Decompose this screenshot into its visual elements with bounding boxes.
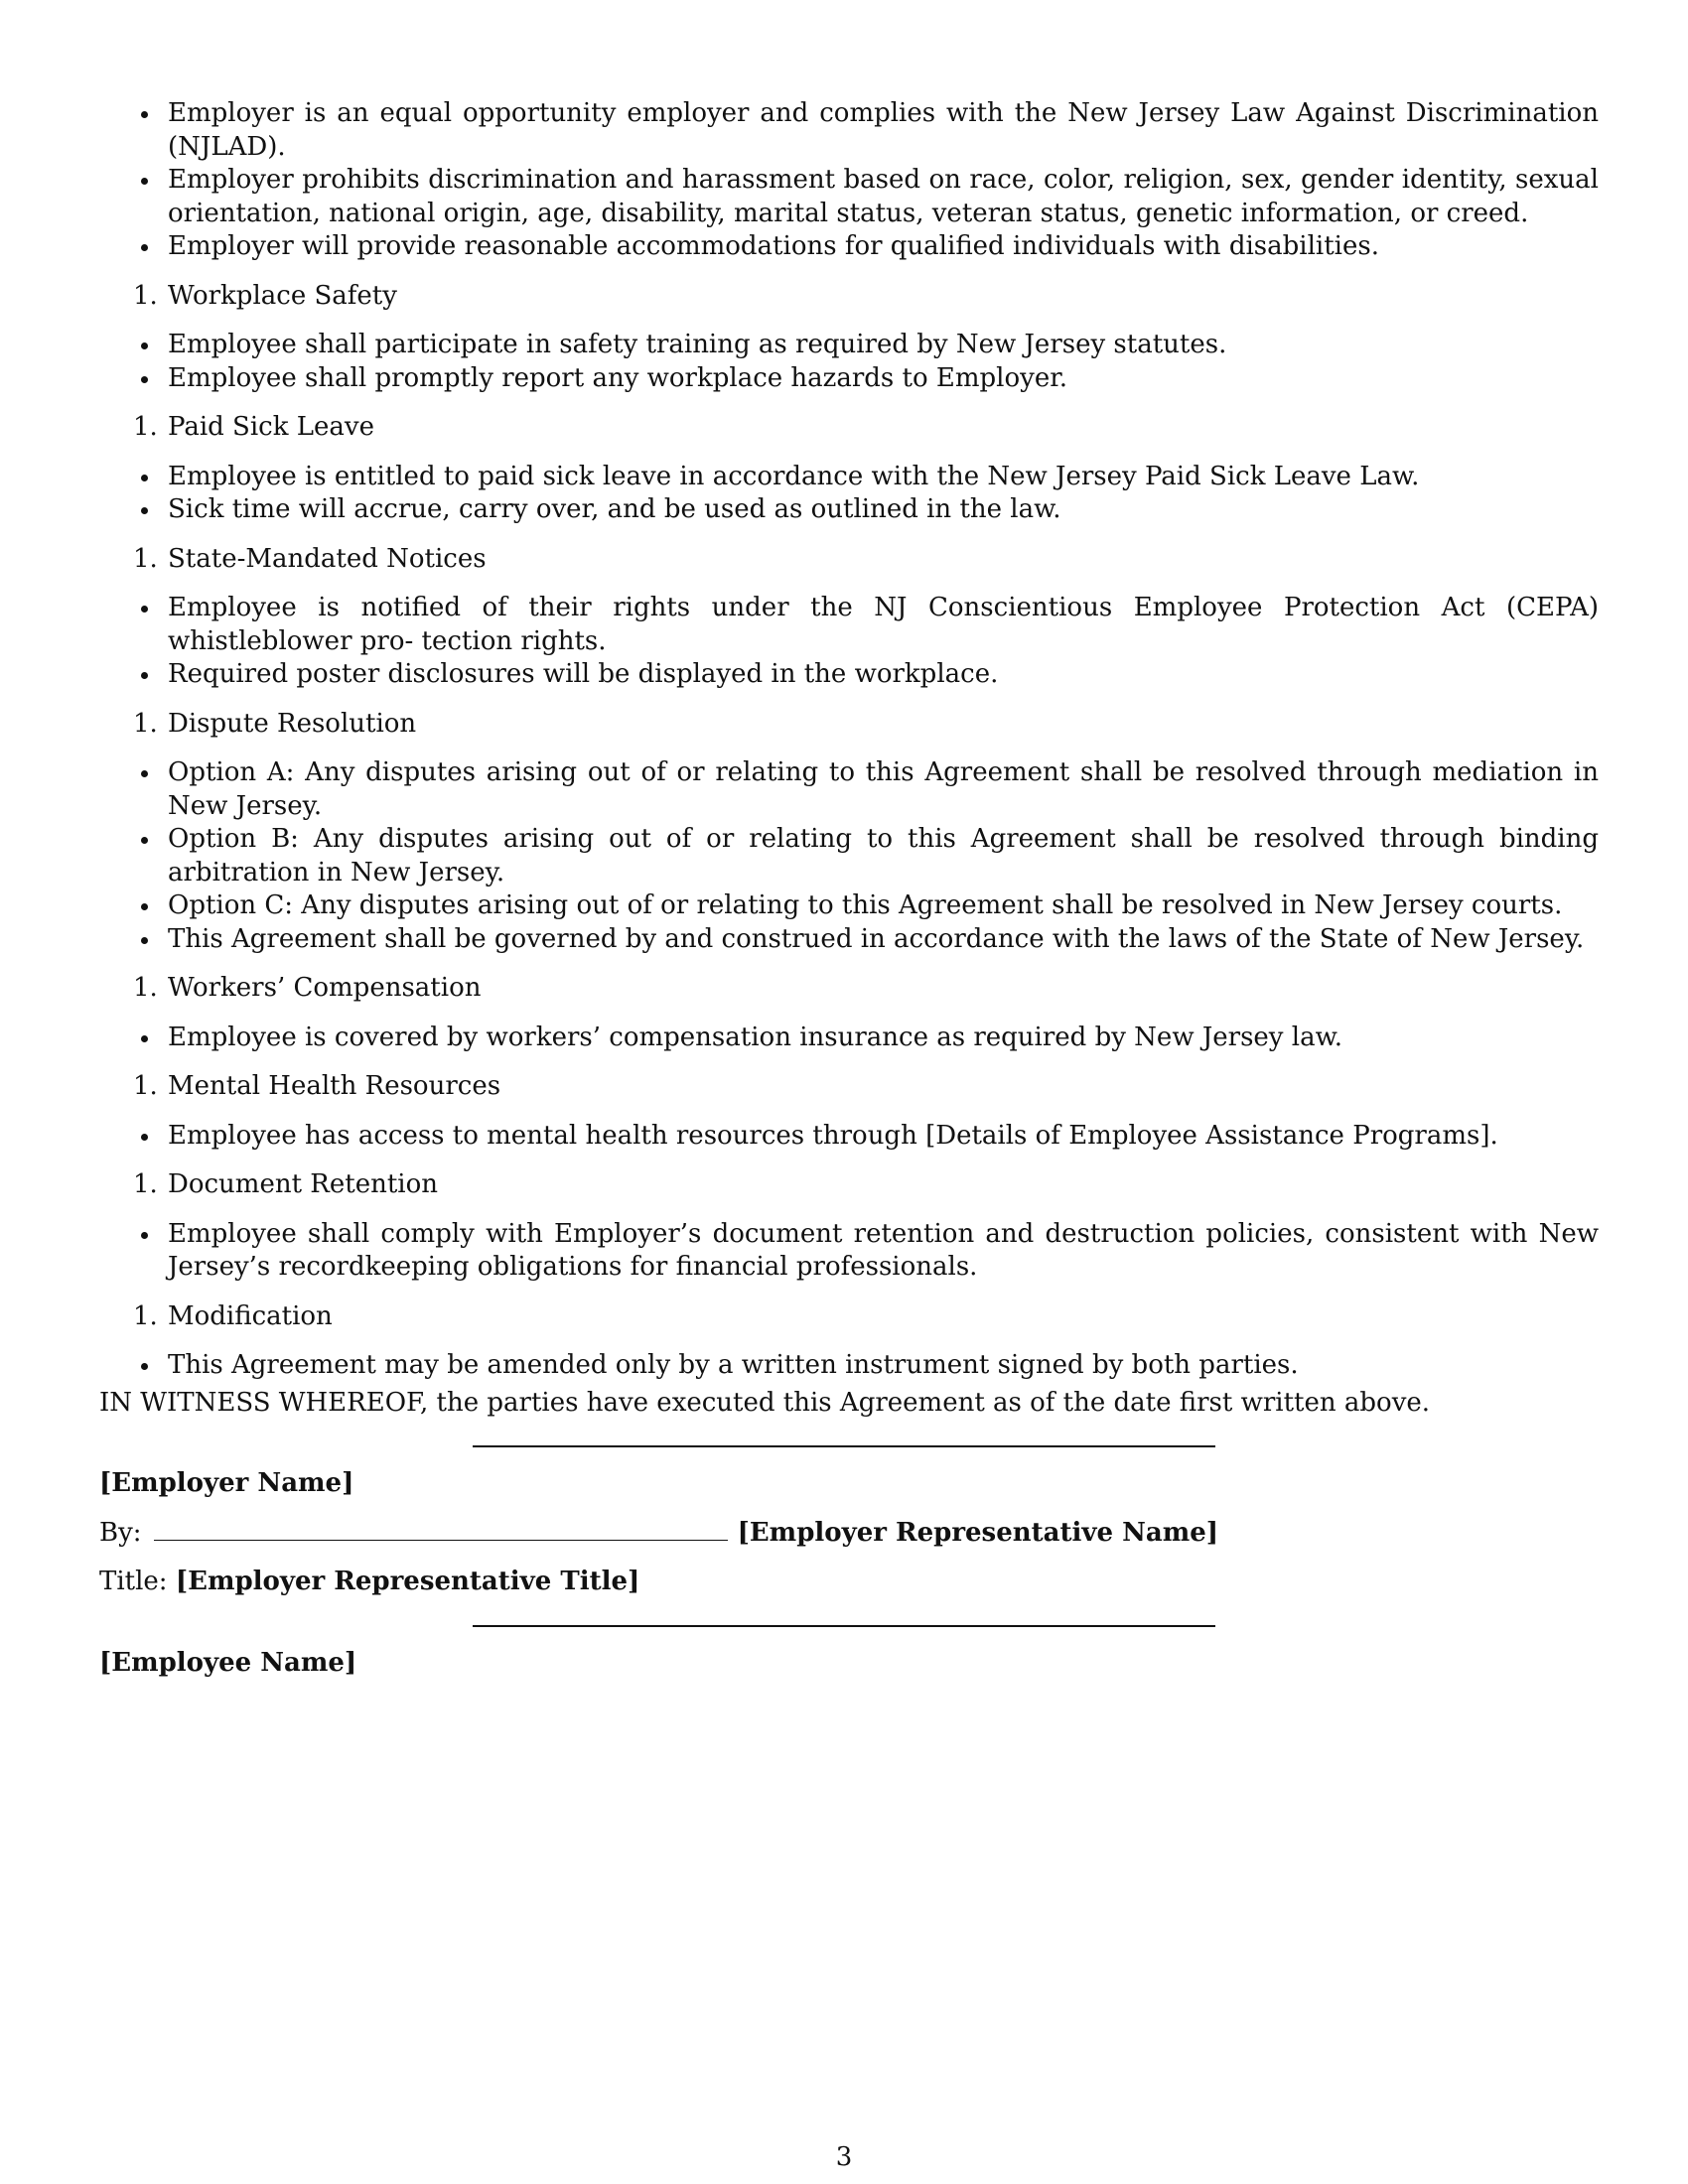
section-bullet-list — [99, 756, 1599, 956]
document-page — [99, 97, 1599, 1680]
bullet-item: Employee shall participate in safety training as required by New Jersey statutes. — [99, 329, 1599, 362]
section-number: 1. — [133, 973, 158, 1003]
section-bullet-list — [99, 1022, 1599, 1055]
section-heading-workers-compensation — [99, 972, 1599, 1006]
section-number: 1. — [133, 1169, 158, 1199]
employee-name: [Employee Name] — [99, 1647, 357, 1678]
section-number: 1. — [133, 1300, 158, 1331]
bullet-item: Employer will provide reasonable accommodations for qualified individuals with disabilities. — [99, 230, 1599, 264]
bullet-item: Required poster disclosures will be displayed in the workplace. — [99, 658, 1599, 692]
section-bullet-list — [99, 329, 1599, 395]
section-number: 1. — [133, 543, 158, 574]
witness-statement: IN WITNESS WHEREOF, the parties have executed this Agreement as of the date first written above. — [99, 1387, 1431, 1418]
section-title: Dispute Resolution — [168, 708, 417, 739]
bullet-item: Employee has access to mental health resources through [Details of Employee Assistance Programs]. — [99, 1120, 1599, 1154]
bullet-item: Employee shall promptly report any workplace hazards to Employer. — [99, 362, 1599, 396]
section-number: 1. — [133, 412, 158, 442]
section-title: Mental Health Resources — [168, 1071, 501, 1101]
by-signature-blank — [154, 1518, 728, 1541]
section-heading-mental-health-resources — [99, 1070, 1599, 1104]
by-label: By: — [99, 1517, 142, 1548]
bullet-item: Employer is an equal opportunity employer and complies with the New Jersey Law Against Discrimination (NJLAD). — [99, 97, 1599, 164]
bullet-item: Option C: Any disputes arising out of or relating to this Agreement shall be resolved in New Jersey courts. — [99, 889, 1599, 923]
section-title: Workers’ Compensation — [168, 973, 482, 1003]
bullet-item: This Agreement may be amended only by a written instrument signed by both parties. — [99, 1349, 1599, 1383]
section-bullet-list — [99, 1218, 1599, 1285]
section-bullet-list — [99, 592, 1599, 692]
employer-signature-line — [473, 1445, 1215, 1447]
section-number: 1. — [133, 280, 158, 311]
bullet-item: Option B: Any disputes arising out of or relating to this Agreement shall be resolved through binding arbitration in New Jersey. — [99, 823, 1599, 889]
bullet-item: Employee is entitled to paid sick leave in accordance with the New Jersey Paid Sick Leave Law. — [99, 461, 1599, 494]
section-heading-paid-sick-leave — [99, 411, 1599, 445]
bullet-item: Employer prohibits discrimination and harassment based on race, color, religion, sex, gender identity, sexual orientation, national origin, age, disability, marital status, veteran status, genetic information, or creed. — [99, 164, 1599, 230]
employer-name: [Employer Name] — [99, 1468, 354, 1498]
section-number: 1. — [133, 1071, 158, 1101]
bullet-item: Employee is notified of their rights under the NJ Conscientious Employee Protection Act (CEPA) whistleblower pro- tection rights. — [99, 592, 1599, 658]
bullet-item: Employee shall comply with Employer’s document retention and destruction policies, consistent with New Jersey’s recordkeeping obligations for financial professionals. — [99, 1218, 1599, 1285]
title-row — [99, 1566, 1599, 1599]
section-heading-dispute-resolution — [99, 708, 1599, 742]
section-bullet-list — [99, 1349, 1599, 1383]
section-bullet-list — [99, 1120, 1599, 1154]
by-row — [99, 1517, 1599, 1551]
employee-signature-line — [473, 1625, 1215, 1627]
bullet-item: This Agreement shall be governed by and construed in accordance with the laws of the State of New Jersey. — [99, 923, 1599, 957]
employer-representative-name: [Employer Representative Name] — [737, 1517, 1219, 1548]
title-label: Title: — [99, 1567, 168, 1596]
section-bullet-list — [99, 461, 1599, 527]
intro-bullet-list — [99, 97, 1599, 264]
employer-representative-title: [Employer Representative Title] — [175, 1567, 640, 1596]
bullet-item: Sick time will accrue, carry over, and be used as outlined in the law. — [99, 493, 1599, 527]
bullet-item: Option A: Any disputes arising out of or relating to this Agreement shall be resolved through mediation in New Jersey. — [99, 756, 1599, 823]
section-title: Paid Sick Leave — [168, 412, 374, 442]
section-heading-workplace-safety — [99, 280, 1599, 314]
section-heading-modification — [99, 1300, 1599, 1334]
section-title: State-Mandated Notices — [168, 543, 487, 574]
section-heading-state-mandated-notices — [99, 543, 1599, 577]
section-title: Workplace Safety — [168, 280, 397, 311]
section-title: Modification — [168, 1300, 333, 1331]
section-number: 1. — [133, 708, 158, 739]
page-number: 3 — [835, 2142, 853, 2172]
bullet-item: Employee is covered by workers’ compensation insurance as required by New Jersey law. — [99, 1022, 1599, 1055]
section-title: Document Retention — [168, 1169, 439, 1199]
section-heading-document-retention — [99, 1168, 1599, 1202]
